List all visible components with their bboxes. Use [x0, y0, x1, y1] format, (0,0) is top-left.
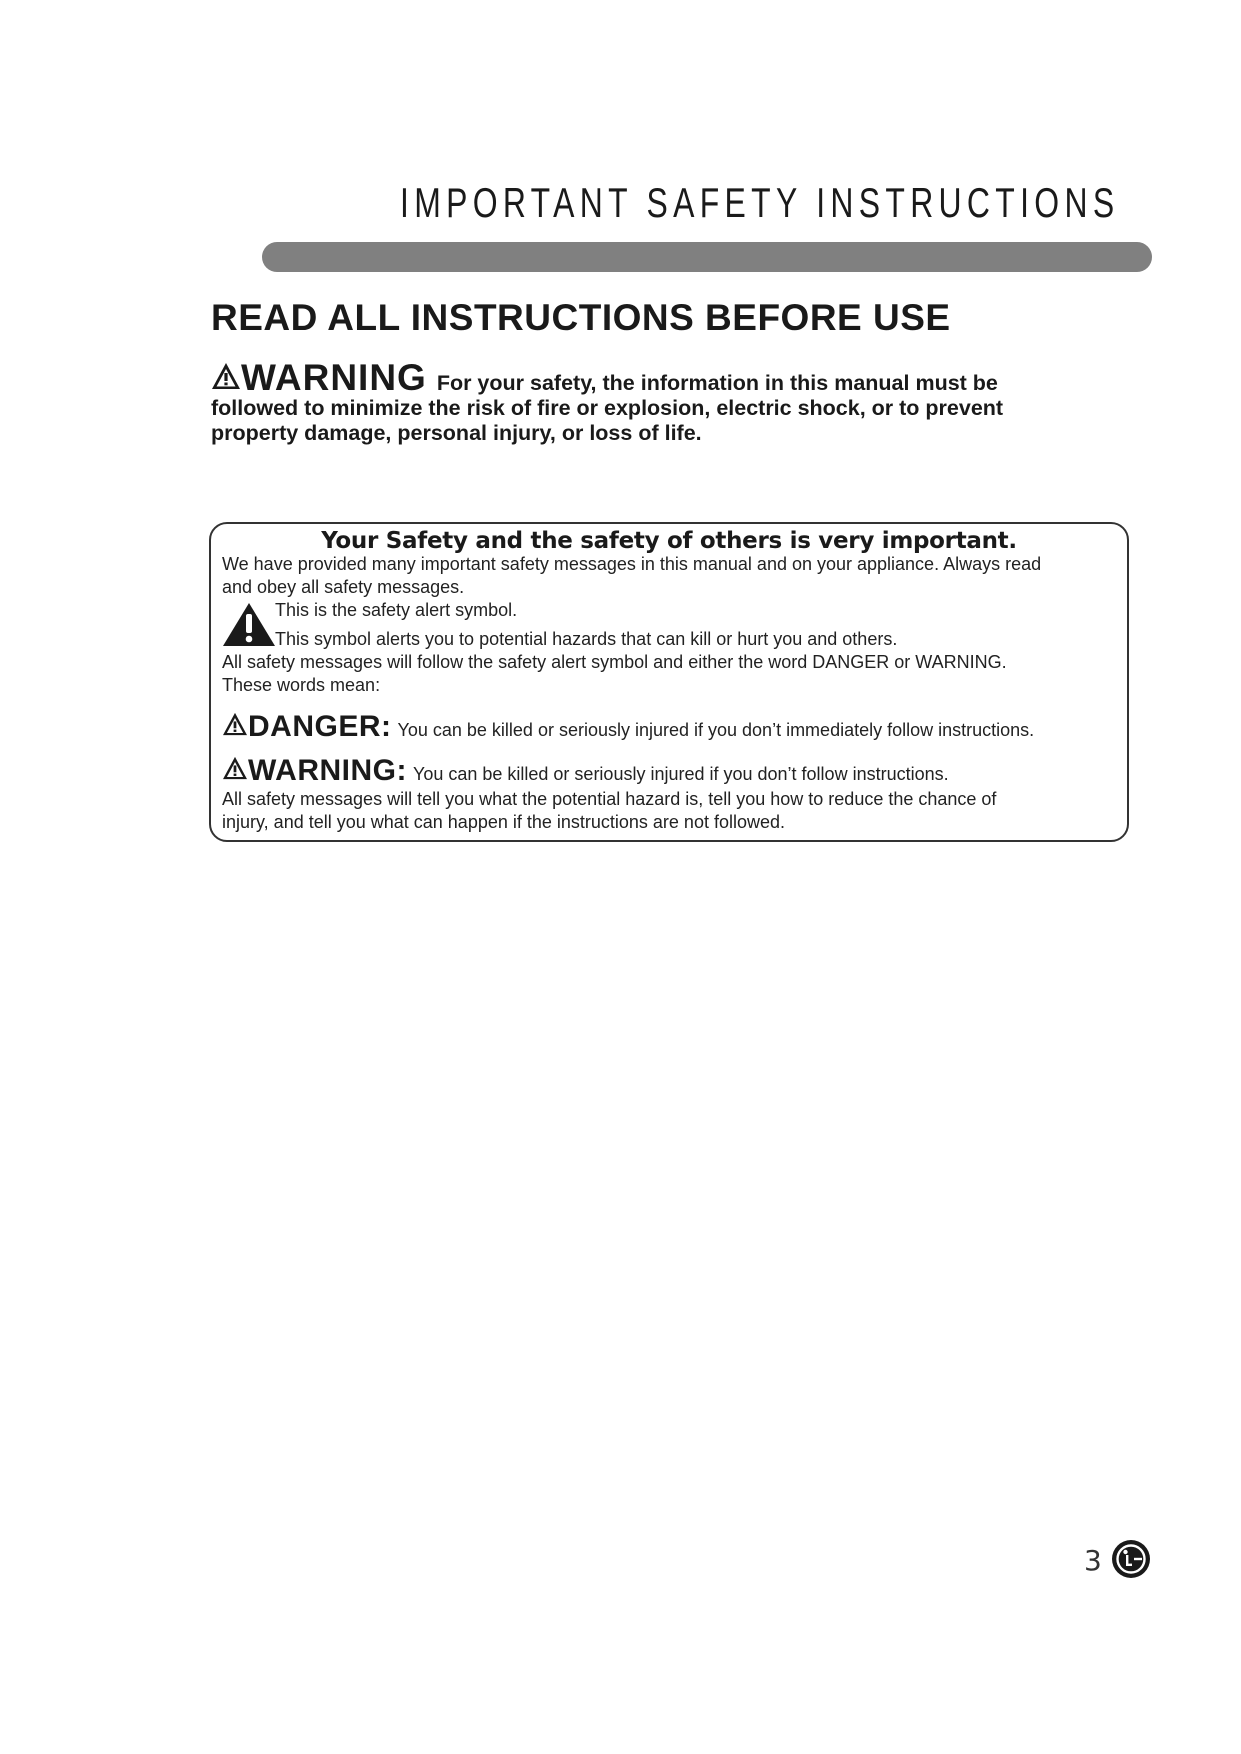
safety-box-title: Your Safety and the safety of others is very important.	[321, 528, 1017, 554]
danger-row	[222, 710, 1034, 747]
symbol-line-1: This is the safety alert symbol.	[275, 600, 518, 620]
intro-line-2: and obey all safety messages.	[222, 577, 465, 597]
intro-line-1: We have provided many important safety messages in this manual and on your appliance. Always read	[222, 554, 1042, 574]
main-heading: READ ALL INSTRUCTIONS BEFORE USE	[211, 297, 951, 338]
warning-signal-word: WARNING	[241, 357, 427, 398]
page-header-title: IMPORTANT SAFETY INSTRUCTIONS	[400, 179, 1120, 226]
lg-logo-icon	[1110, 1538, 1152, 1585]
follow-line-1: All safety messages will follow the safety alert symbol and either the word DANGER or WARNING.	[222, 652, 1007, 672]
safety-alert-symbol-icon	[222, 602, 276, 652]
closing-line-1: All safety messages will tell you what the potential hazard is, tell you how to reduce the chance of	[222, 789, 997, 809]
warning-row-text: You can be killed or seriously injured if you don’t follow instructions.	[412, 764, 949, 784]
danger-signal-word: DANGER:	[248, 710, 392, 743]
closing-line-2: injury, and tell you what can happen if the instructions are not followed.	[222, 812, 786, 832]
follow-line-2: These words mean:	[222, 675, 381, 695]
warning-triangle-icon	[211, 362, 241, 396]
warning-row	[222, 754, 949, 791]
warning-text: For your safety, the information in this manual must be followed to minimize the risk of fire or explosion, electric shock, or to prevent property damage, personal injury, or loss of life.	[211, 371, 1004, 445]
danger-triangle-icon	[222, 712, 248, 747]
page-number: 3	[1084, 1544, 1102, 1577]
danger-text: You can be killed or seriously injured if you don’t immediately follow instructions.	[397, 720, 1035, 740]
warning-block	[211, 357, 1071, 446]
warning-row-signal-word: WARNING:	[248, 754, 407, 787]
safety-box	[209, 522, 1129, 842]
warning-row-triangle-icon	[222, 756, 248, 791]
symbol-line-2: This symbol alerts you to potential hazards that can kill or hurt you and others.	[275, 629, 898, 649]
header-bar	[262, 242, 1152, 272]
